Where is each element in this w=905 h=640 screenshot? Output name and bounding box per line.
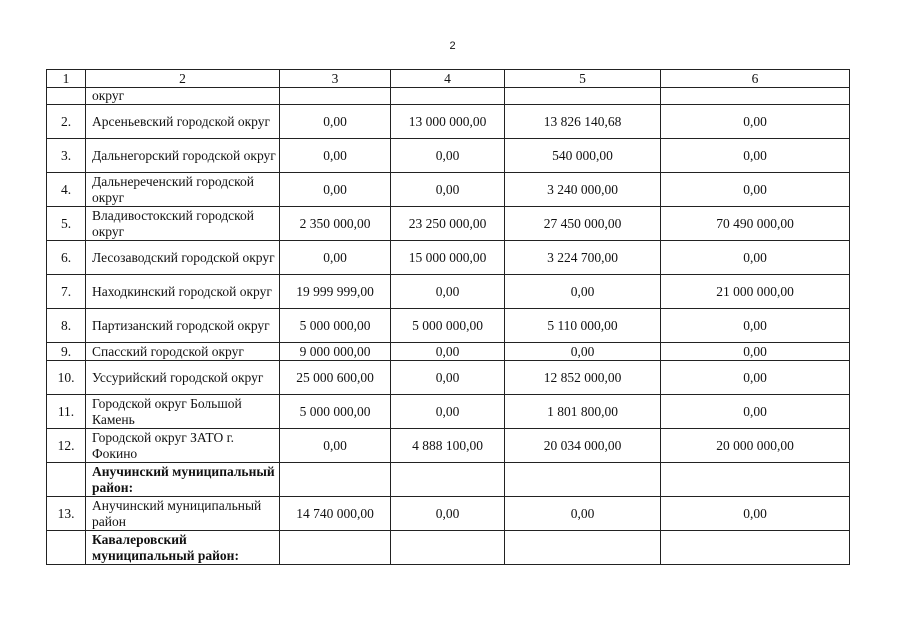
row-number: 7. xyxy=(47,275,86,309)
row-number xyxy=(47,531,86,565)
municipality-name: Городской округ Большой Камень xyxy=(86,395,280,429)
value-col-6: 0,00 xyxy=(661,105,850,139)
value-col-4: 0,00 xyxy=(391,343,505,361)
value-col-3: 0,00 xyxy=(280,241,391,275)
row-number: 10. xyxy=(47,361,86,395)
value-col-4: 13 000 000,00 xyxy=(391,105,505,139)
value-col-4: 0,00 xyxy=(391,497,505,531)
value-col-6: 0,00 xyxy=(661,241,850,275)
value-col-5: 0,00 xyxy=(505,275,661,309)
value-col-3: 2 350 000,00 xyxy=(280,207,391,241)
value-col-4: 0,00 xyxy=(391,139,505,173)
row-number: 11. xyxy=(47,395,86,429)
table-row xyxy=(47,275,850,309)
value-col-5: 1 801 800,00 xyxy=(505,395,661,429)
value-col-4 xyxy=(391,88,505,105)
value-col-6: 70 490 000,00 xyxy=(661,207,850,241)
value-col-4: 5 000 000,00 xyxy=(391,309,505,343)
value-col-3 xyxy=(280,463,391,497)
value-col-6: 0,00 xyxy=(661,343,850,361)
table-row xyxy=(47,139,850,173)
table-row xyxy=(47,361,850,395)
value-col-3: 9 000 000,00 xyxy=(280,343,391,361)
column-header: 3 xyxy=(280,70,391,88)
value-col-5: 12 852 000,00 xyxy=(505,361,661,395)
table-row xyxy=(47,395,850,429)
row-number: 2. xyxy=(47,105,86,139)
value-col-4: 0,00 xyxy=(391,275,505,309)
value-col-3: 0,00 xyxy=(280,429,391,463)
row-number: 13. xyxy=(47,497,86,531)
value-col-3: 5 000 000,00 xyxy=(280,309,391,343)
municipality-name: Арсеньевский городской округ xyxy=(86,105,280,139)
value-col-5: 3 240 000,00 xyxy=(505,173,661,207)
column-header: 2 xyxy=(86,70,280,88)
value-col-5: 0,00 xyxy=(505,343,661,361)
value-col-3: 5 000 000,00 xyxy=(280,395,391,429)
column-header: 4 xyxy=(391,70,505,88)
municipality-name: Спасский городской округ xyxy=(86,343,280,361)
row-number: 12. xyxy=(47,429,86,463)
row-number: 5. xyxy=(47,207,86,241)
value-col-4 xyxy=(391,463,505,497)
value-col-3: 19 999 999,00 xyxy=(280,275,391,309)
value-col-5: 0,00 xyxy=(505,497,661,531)
section-header-row xyxy=(47,531,850,565)
municipality-name: Городской округ ЗАТО г. Фокино xyxy=(86,429,280,463)
value-col-6: 0,00 xyxy=(661,309,850,343)
value-col-4: 0,00 xyxy=(391,361,505,395)
municipality-name: Лесозаводский городской округ xyxy=(86,241,280,275)
municipality-name: округ xyxy=(86,88,280,105)
value-col-5 xyxy=(505,463,661,497)
section-header-row xyxy=(47,463,850,497)
value-col-5: 13 826 140,68 xyxy=(505,105,661,139)
value-col-5 xyxy=(505,531,661,565)
municipality-name: Находкинский городской округ xyxy=(86,275,280,309)
value-col-6: 0,00 xyxy=(661,497,850,531)
value-col-3: 0,00 xyxy=(280,173,391,207)
value-col-6 xyxy=(661,531,850,565)
municipality-name: Анучинский муниципальный район: xyxy=(86,463,280,497)
value-col-6: 0,00 xyxy=(661,173,850,207)
value-col-4: 15 000 000,00 xyxy=(391,241,505,275)
municipality-name: Кавалеровский муниципальный район: xyxy=(86,531,280,565)
municipality-name: Анучинский муниципальный район xyxy=(86,497,280,531)
table-row xyxy=(47,497,850,531)
column-header: 6 xyxy=(661,70,850,88)
value-col-4: 4 888 100,00 xyxy=(391,429,505,463)
municipality-name: Партизанский городской округ xyxy=(86,309,280,343)
value-col-6: 0,00 xyxy=(661,139,850,173)
value-col-4: 23 250 000,00 xyxy=(391,207,505,241)
table-row xyxy=(47,207,850,241)
value-col-3: 25 000 600,00 xyxy=(280,361,391,395)
value-col-4: 0,00 xyxy=(391,395,505,429)
municipality-name: Владивостокский городской округ xyxy=(86,207,280,241)
page-number: 2 xyxy=(449,40,456,52)
value-col-5: 3 224 700,00 xyxy=(505,241,661,275)
value-col-6: 0,00 xyxy=(661,361,850,395)
value-col-4: 0,00 xyxy=(391,173,505,207)
value-col-3: 0,00 xyxy=(280,105,391,139)
municipality-name: Дальнегорский городской округ xyxy=(86,139,280,173)
table-row xyxy=(47,173,850,207)
value-col-6 xyxy=(661,463,850,497)
value-col-5: 20 034 000,00 xyxy=(505,429,661,463)
table-row xyxy=(47,309,850,343)
table-row xyxy=(47,88,850,105)
table-row xyxy=(47,343,850,361)
row-number: 6. xyxy=(47,241,86,275)
row-number xyxy=(47,463,86,497)
row-number: 3. xyxy=(47,139,86,173)
value-col-5 xyxy=(505,88,661,105)
value-col-5: 5 110 000,00 xyxy=(505,309,661,343)
table-row xyxy=(47,429,850,463)
value-col-3 xyxy=(280,88,391,105)
column-header: 1 xyxy=(47,70,86,88)
value-col-5: 27 450 000,00 xyxy=(505,207,661,241)
budget-table xyxy=(46,69,850,565)
header-row xyxy=(47,70,850,88)
row-number: 9. xyxy=(47,343,86,361)
row-number: 4. xyxy=(47,173,86,207)
value-col-6: 21 000 000,00 xyxy=(661,275,850,309)
value-col-6 xyxy=(661,88,850,105)
value-col-3 xyxy=(280,531,391,565)
value-col-4 xyxy=(391,531,505,565)
value-col-3: 14 740 000,00 xyxy=(280,497,391,531)
table-row xyxy=(47,241,850,275)
municipality-name: Уссурийский городской округ xyxy=(86,361,280,395)
column-header: 5 xyxy=(505,70,661,88)
value-col-3: 0,00 xyxy=(280,139,391,173)
municipality-name: Дальнереченский городской округ xyxy=(86,173,280,207)
value-col-6: 0,00 xyxy=(661,395,850,429)
row-number: 8. xyxy=(47,309,86,343)
row-number xyxy=(47,88,86,105)
value-col-6: 20 000 000,00 xyxy=(661,429,850,463)
table-row xyxy=(47,105,850,139)
value-col-5: 540 000,00 xyxy=(505,139,661,173)
